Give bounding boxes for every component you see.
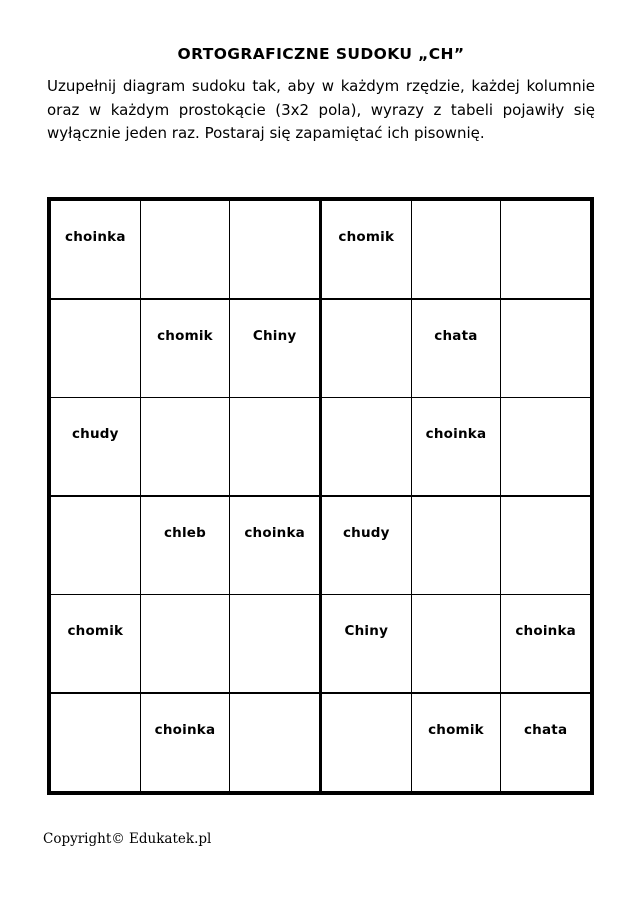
sudoku-cell-r5c4[interactable] <box>320 595 411 694</box>
sudoku-cell-r1c2[interactable] <box>140 201 230 300</box>
sudoku-cell-r5c1[interactable] <box>51 595 141 694</box>
sudoku-cell-r4c3[interactable] <box>230 496 321 595</box>
cell-value: chata <box>434 328 478 345</box>
sudoku-cell-r3c6[interactable] <box>501 398 591 497</box>
sudoku-grid <box>47 197 594 795</box>
cell-value: choinka <box>154 722 216 739</box>
page-title: ORTOGRAFICZNE SUDOKU „CH” <box>177 45 465 63</box>
sudoku-cell-r1c6[interactable] <box>501 201 591 300</box>
sudoku-cell-r5c2[interactable] <box>140 595 230 694</box>
sudoku-row <box>51 201 591 300</box>
sudoku-cell-r6c6[interactable] <box>501 693 591 792</box>
sudoku-cell-r1c3[interactable] <box>230 201 321 300</box>
sudoku-cell-r1c1[interactable] <box>51 201 141 300</box>
sudoku-cell-r4c5[interactable] <box>411 496 501 595</box>
cell-value: chleb <box>163 525 207 542</box>
sudoku-row <box>51 595 591 694</box>
sudoku-cell-r5c3[interactable] <box>230 595 321 694</box>
cell-value: Chiny <box>252 328 297 345</box>
sudoku-cell-r2c5[interactable] <box>411 299 501 398</box>
sudoku-cell-r3c3[interactable] <box>230 398 321 497</box>
sudoku-cell-r1c4[interactable] <box>320 201 411 300</box>
sudoku-row <box>51 496 591 595</box>
sudoku-cell-r5c5[interactable] <box>411 595 501 694</box>
sudoku-cell-r4c2[interactable] <box>140 496 230 595</box>
sudoku-cell-r6c2[interactable] <box>140 693 230 792</box>
cell-value: choinka <box>425 426 487 443</box>
copyright-footer: Copyright© Edukatek.pl <box>43 831 212 847</box>
sudoku-cell-r6c4[interactable] <box>320 693 411 792</box>
sudoku-cell-r2c4[interactable] <box>320 299 411 398</box>
cell-value: Chiny <box>344 623 389 640</box>
sudoku-cell-r3c1[interactable] <box>51 398 141 497</box>
instructions-text: Uzupełnij diagram sudoku tak, aby w każdym rzędzie, każdej kolumnie oraz w każdym prostokącie (3x2 pola), wyrazy z tabeli pojawiły się wyłącznie jeden raz. Postaraj się zapamiętać ich pisownię. <box>47 77 595 142</box>
sudoku-cell-r2c6[interactable] <box>501 299 591 398</box>
sudoku-cell-r6c3[interactable] <box>230 693 321 792</box>
cell-value: chudy <box>71 426 119 443</box>
sudoku-cell-r3c5[interactable] <box>411 398 501 497</box>
sudoku-cell-r4c6[interactable] <box>501 496 591 595</box>
sudoku-cell-r1c5[interactable] <box>411 201 501 300</box>
sudoku-row <box>51 398 591 497</box>
cell-value: choinka <box>65 229 126 246</box>
sudoku-row <box>51 693 591 792</box>
sudoku-row <box>51 299 591 398</box>
cell-value: chudy <box>342 525 390 542</box>
cell-value: choinka <box>244 525 305 542</box>
sudoku-cell-r5c6[interactable] <box>501 595 591 694</box>
cell-value: chomik <box>428 722 484 739</box>
sudoku-table <box>50 200 591 792</box>
cell-value: chomik <box>338 229 395 246</box>
sudoku-cell-r6c1[interactable] <box>51 693 141 792</box>
cell-value: chomik <box>67 623 124 640</box>
sudoku-cell-r3c2[interactable] <box>140 398 230 497</box>
sudoku-cell-r6c5[interactable] <box>411 693 501 792</box>
sudoku-cell-r3c4[interactable] <box>320 398 411 497</box>
cell-value: chomik <box>157 328 213 345</box>
cell-value: choinka <box>515 623 576 640</box>
sudoku-cell-r2c2[interactable] <box>140 299 230 398</box>
sudoku-cell-r2c3[interactable] <box>230 299 321 398</box>
sudoku-cell-r4c1[interactable] <box>51 496 141 595</box>
cell-value: chata <box>523 722 568 739</box>
sudoku-cell-r2c1[interactable] <box>51 299 141 398</box>
sudoku-cell-r4c4[interactable] <box>320 496 411 595</box>
